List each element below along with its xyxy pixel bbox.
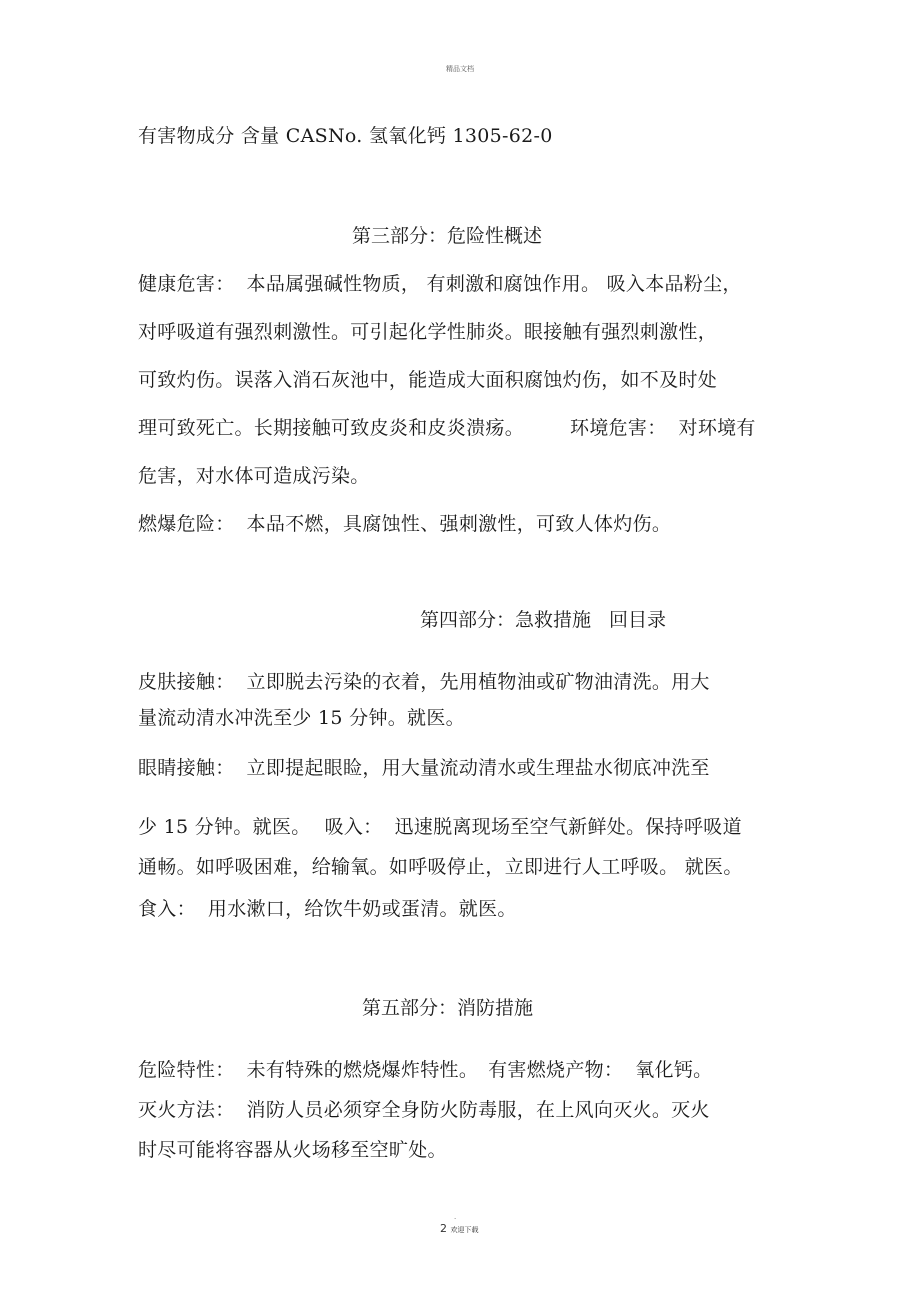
health-hazard-line-1: [138, 272, 742, 296]
health-hazard-line-4: [138, 416, 756, 440]
ingestion-text: 用水漱口，给饮牛奶或蛋清。就医。: [207, 898, 517, 920]
inhalation-label: 吸入：: [324, 816, 383, 838]
eye-contact-line-1: [138, 756, 710, 780]
eye-contact-line-2: [138, 815, 742, 839]
hazard-characteristics-line: [138, 1058, 712, 1082]
skin-contact-text-1: 立即脱去污染的衣着，先用植物油或矿物油清洗。用大: [246, 671, 710, 693]
health-hazard-line-2: 对呼吸道有强烈刺激性。可引起化学性肺炎。眼接触有强烈刺激性，: [138, 321, 718, 343]
fire-explosion-label: 燃爆危险：: [138, 513, 235, 535]
fire-explosion-line: [138, 512, 671, 536]
health-hazard-text-1: 本品属强碱性物质， 有刺激和腐蚀作用。 吸入本品粉尘，: [246, 273, 742, 295]
skin-contact-line-1: [138, 670, 710, 694]
ingestion-line: [138, 897, 517, 921]
footer-download-text: 欢迎下载: [450, 1226, 479, 1234]
environment-hazard-label: 环境危害：: [570, 417, 667, 439]
environment-hazard-text-1: 对环境有: [678, 417, 756, 439]
inhalation-line-2: 通畅。如呼吸困难，给输氧。如呼吸停止，立即进行人工呼吸。 就医。: [138, 856, 743, 878]
ingestion-label: 食入：: [138, 898, 196, 920]
page-footer: [440, 1222, 479, 1235]
inhalation-text-1: 迅速脱离现场至空气新鲜处。保持呼吸道: [394, 816, 742, 838]
back-to-toc-link[interactable]: 回目录: [609, 609, 667, 631]
hazardous-components-line: 有害物成分 含量 CASNo. 氢氧化钙 1305-62-0: [138, 125, 553, 147]
page-number: 2: [440, 1222, 447, 1235]
skin-contact-line-2: 量流动清水冲洗至少 15 分钟。就医。: [138, 707, 465, 729]
health-hazard-line-3: 可致灼伤。误落入消石灰池中，能造成大面积腐蚀灼伤，如不及时处: [138, 369, 718, 391]
health-hazard-text-4: 理可致死亡。长期接触可致皮炎和皮炎溃疡。: [138, 417, 525, 439]
extinguishing-method-text-1: 消防人员必须穿全身防火防毒服，在上风向灭火。灭火: [246, 1099, 710, 1121]
hazard-characteristics-text: 未有特殊的燃烧爆炸特性。: [246, 1059, 479, 1081]
eye-contact-text-2: 少 15 分钟。就医。: [138, 816, 311, 838]
extinguishing-method-line-2: 时尽可能将容器从火场移至空旷处。: [138, 1139, 447, 1161]
section4-heading: [420, 608, 666, 632]
eye-contact-label: 眼睛接触：: [138, 757, 235, 779]
section3-title: 第三部分：危险性概述: [352, 225, 543, 247]
section5-title: 第五部分：消防措施: [362, 997, 534, 1019]
combustion-products-text: 氧化钙。: [635, 1059, 713, 1081]
eye-contact-text-1: 立即提起眼睑，用大量流动清水或生理盐水彻底冲洗至: [246, 757, 710, 779]
extinguishing-method-line-1: [138, 1098, 710, 1122]
page-header-watermark: 精品文档: [446, 65, 474, 73]
combustion-products-label: 有害燃烧产物：: [488, 1059, 624, 1081]
section4-title: 第四部分：急救措施: [420, 609, 592, 631]
environment-hazard-line-2: 危害，对水体可造成污染。: [138, 465, 370, 487]
health-hazard-label: 健康危害：: [138, 273, 235, 295]
fire-explosion-text: 本品不燃，具腐蚀性、强刺激性，可致人体灼伤。: [246, 513, 672, 535]
hazard-characteristics-label: 危险特性：: [138, 1059, 235, 1081]
extinguishing-method-label: 灭火方法：: [138, 1099, 235, 1121]
skin-contact-label: 皮肤接触：: [138, 671, 235, 693]
footer-dot: .: [454, 1213, 457, 1221]
